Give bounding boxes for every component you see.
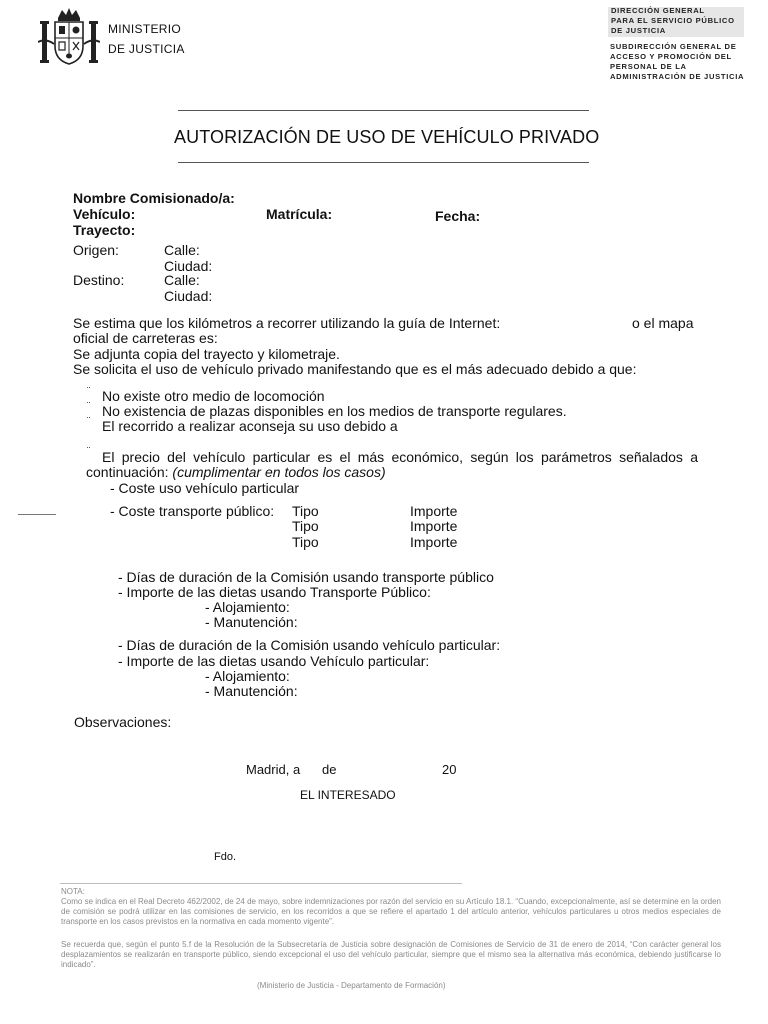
- dias-vehiculo-label: - Días de duración de la Comisión usando vehículo particular:: [118, 637, 501, 653]
- matricula-label: Matrícula:: [266, 206, 333, 222]
- dg-line1: DIRECCIÓN GENERAL: [611, 6, 705, 15]
- km-estimate-line2: oficial de carreteras es:: [73, 330, 218, 346]
- ministry-name-line2: DE JUSTICIA: [108, 42, 185, 56]
- document-title: AUTORIZACIÓN DE USO DE VEHÍCULO PRIVADO: [174, 127, 600, 147]
- observaciones-label: Observaciones:: [74, 714, 172, 730]
- vehiculo-label: Vehículo:: [73, 206, 136, 222]
- margin-mark: [18, 514, 56, 515]
- manutencion-vehiculo-label: - Manutención:: [205, 683, 298, 699]
- title-top-rule: [178, 110, 589, 111]
- tipo-2-label: Tipo: [292, 518, 319, 534]
- importe-3-label: Importe: [410, 534, 458, 550]
- origen-label: Origen:: [73, 242, 119, 258]
- origen-ciudad-label: Ciudad:: [164, 258, 213, 274]
- option-3-label: El recorrido a realizar aconseja su uso debido a: [102, 418, 398, 434]
- copy-attached-text: Se adjunta copia del trayecto y kilometraje.: [73, 346, 340, 362]
- manutencion-publico-label: - Manutención:: [205, 614, 298, 630]
- precio-instruction: (cumplimentar en todos los casos): [172, 464, 386, 480]
- alojamiento-publico-label: - Alojamiento:: [205, 599, 290, 615]
- km-estimate-alt: o el mapa: [632, 315, 694, 331]
- ministry-name-line1: MINISTERIO: [108, 22, 182, 36]
- fecha-label: Fecha:: [435, 208, 481, 224]
- interesado-label: EL INTERESADO: [300, 788, 396, 802]
- destino-calle-label: Calle:: [164, 272, 200, 288]
- title-bottom-rule: [178, 162, 589, 163]
- dg-line3: DE JUSTICIA: [611, 26, 666, 35]
- alojamiento-vehiculo-label: - Alojamiento:: [205, 668, 290, 684]
- coat-of-arms-logo: [38, 6, 100, 68]
- importe-1-label: Importe: [410, 503, 458, 519]
- precio-text-line2: [86, 464, 386, 480]
- origen-calle-label: Calle:: [164, 242, 200, 258]
- dias-publico-label: - Días de duración de la Comisión usando transporte público: [118, 569, 494, 585]
- km-estimate-text: Se estima que los kilómetros a recorrer utilizando la guía de Internet:: [73, 315, 501, 331]
- coste-uso-label: - Coste uso vehículo particular: [110, 480, 300, 496]
- note-rule: [60, 883, 462, 884]
- subdg-line4: ADMINISTRACIÓN DE JUSTICIA: [610, 72, 745, 81]
- subdg-line3: PERSONAL DE LA: [610, 62, 687, 71]
- option-4-checkbox[interactable]: ¨: [87, 446, 91, 457]
- date-de-label: de: [322, 762, 337, 777]
- importe-dietas-vehiculo-label: - Importe de las dietas usando Vehículo particular:: [118, 653, 430, 669]
- date-year-label: 20: [442, 762, 457, 777]
- note-paragraph-1: Como se indica en el Real Decreto 462/2002, de 24 de mayo, sobre indemnizaciones por razón del servicio en su Artículo 18.1. “Cuando, excepcionalmente, así se determine en la orden de comisión se podrá utilizar en las comisiones de servicio, en los recorridos a que se refiere el apartado 1 del artículo anterior, vehículos particulares u otros medios especiales de transporte en los casos previstos en la normativa en cada momento vigente”.: [61, 897, 721, 926]
- subdg-line2: ACCESO Y PROMOCIÓN DEL: [610, 52, 732, 61]
- destino-label: Destino:: [73, 272, 125, 288]
- request-text: Se solicita el uso de vehículo privado manifestando que es el más adecuado debido a que:: [73, 361, 637, 377]
- note-label: NOTA:: [61, 887, 85, 896]
- option-1-checkbox[interactable]: ¨: [87, 386, 91, 397]
- dg-line2: PARA EL SERVICIO PÚBLICO: [611, 16, 735, 25]
- precio-text-line1: El precio del vehículo particular es el más económico, según los parámetros señalados a: [102, 449, 698, 465]
- note-paragraph-2: Se recuerda que, según el punto 5.f de la Resolución de la Subsecretaría de Justicia sobre designación de Comisiones de Servicio de 31 de enero de 2014, “Con carácter general los desplazamientos se realizarán en transporte público, siendo excepcional el uso del vehículo particular, siempre que el mismo sea la alternativa más económica, debiendo justificarse lo indicado”.: [61, 940, 721, 969]
- tipo-3-label: Tipo: [292, 534, 319, 550]
- importe-2-label: Importe: [410, 518, 458, 534]
- option-1-label: No existe otro medio de locomoción: [102, 388, 325, 404]
- footer-credit: (Ministerio de Justicia - Departamento de Formación): [257, 981, 446, 990]
- precio-continuacion: continuación:: [86, 464, 169, 480]
- tipo-1-label: Tipo: [292, 503, 319, 519]
- option-3-checkbox[interactable]: ¨: [87, 416, 91, 427]
- destino-ciudad-label: Ciudad:: [164, 288, 213, 304]
- coste-publico-label: - Coste transporte público:: [110, 503, 275, 519]
- nombre-label: Nombre Comisionado/a:: [73, 190, 235, 206]
- madrid-date-label: Madrid, a: [246, 762, 301, 777]
- option-2-checkbox[interactable]: ¨: [87, 401, 91, 412]
- fdo-label: Fdo.: [214, 851, 237, 863]
- importe-dietas-publico-label: - Importe de las dietas usando Transporte Público:: [118, 584, 431, 600]
- trayecto-label: Trayecto:: [73, 222, 136, 238]
- subdg-line1: SUBDIRECCIÓN GENERAL DE: [610, 42, 737, 51]
- option-2-label: No existencia de plazas disponibles en los medios de transporte regulares.: [102, 403, 567, 419]
